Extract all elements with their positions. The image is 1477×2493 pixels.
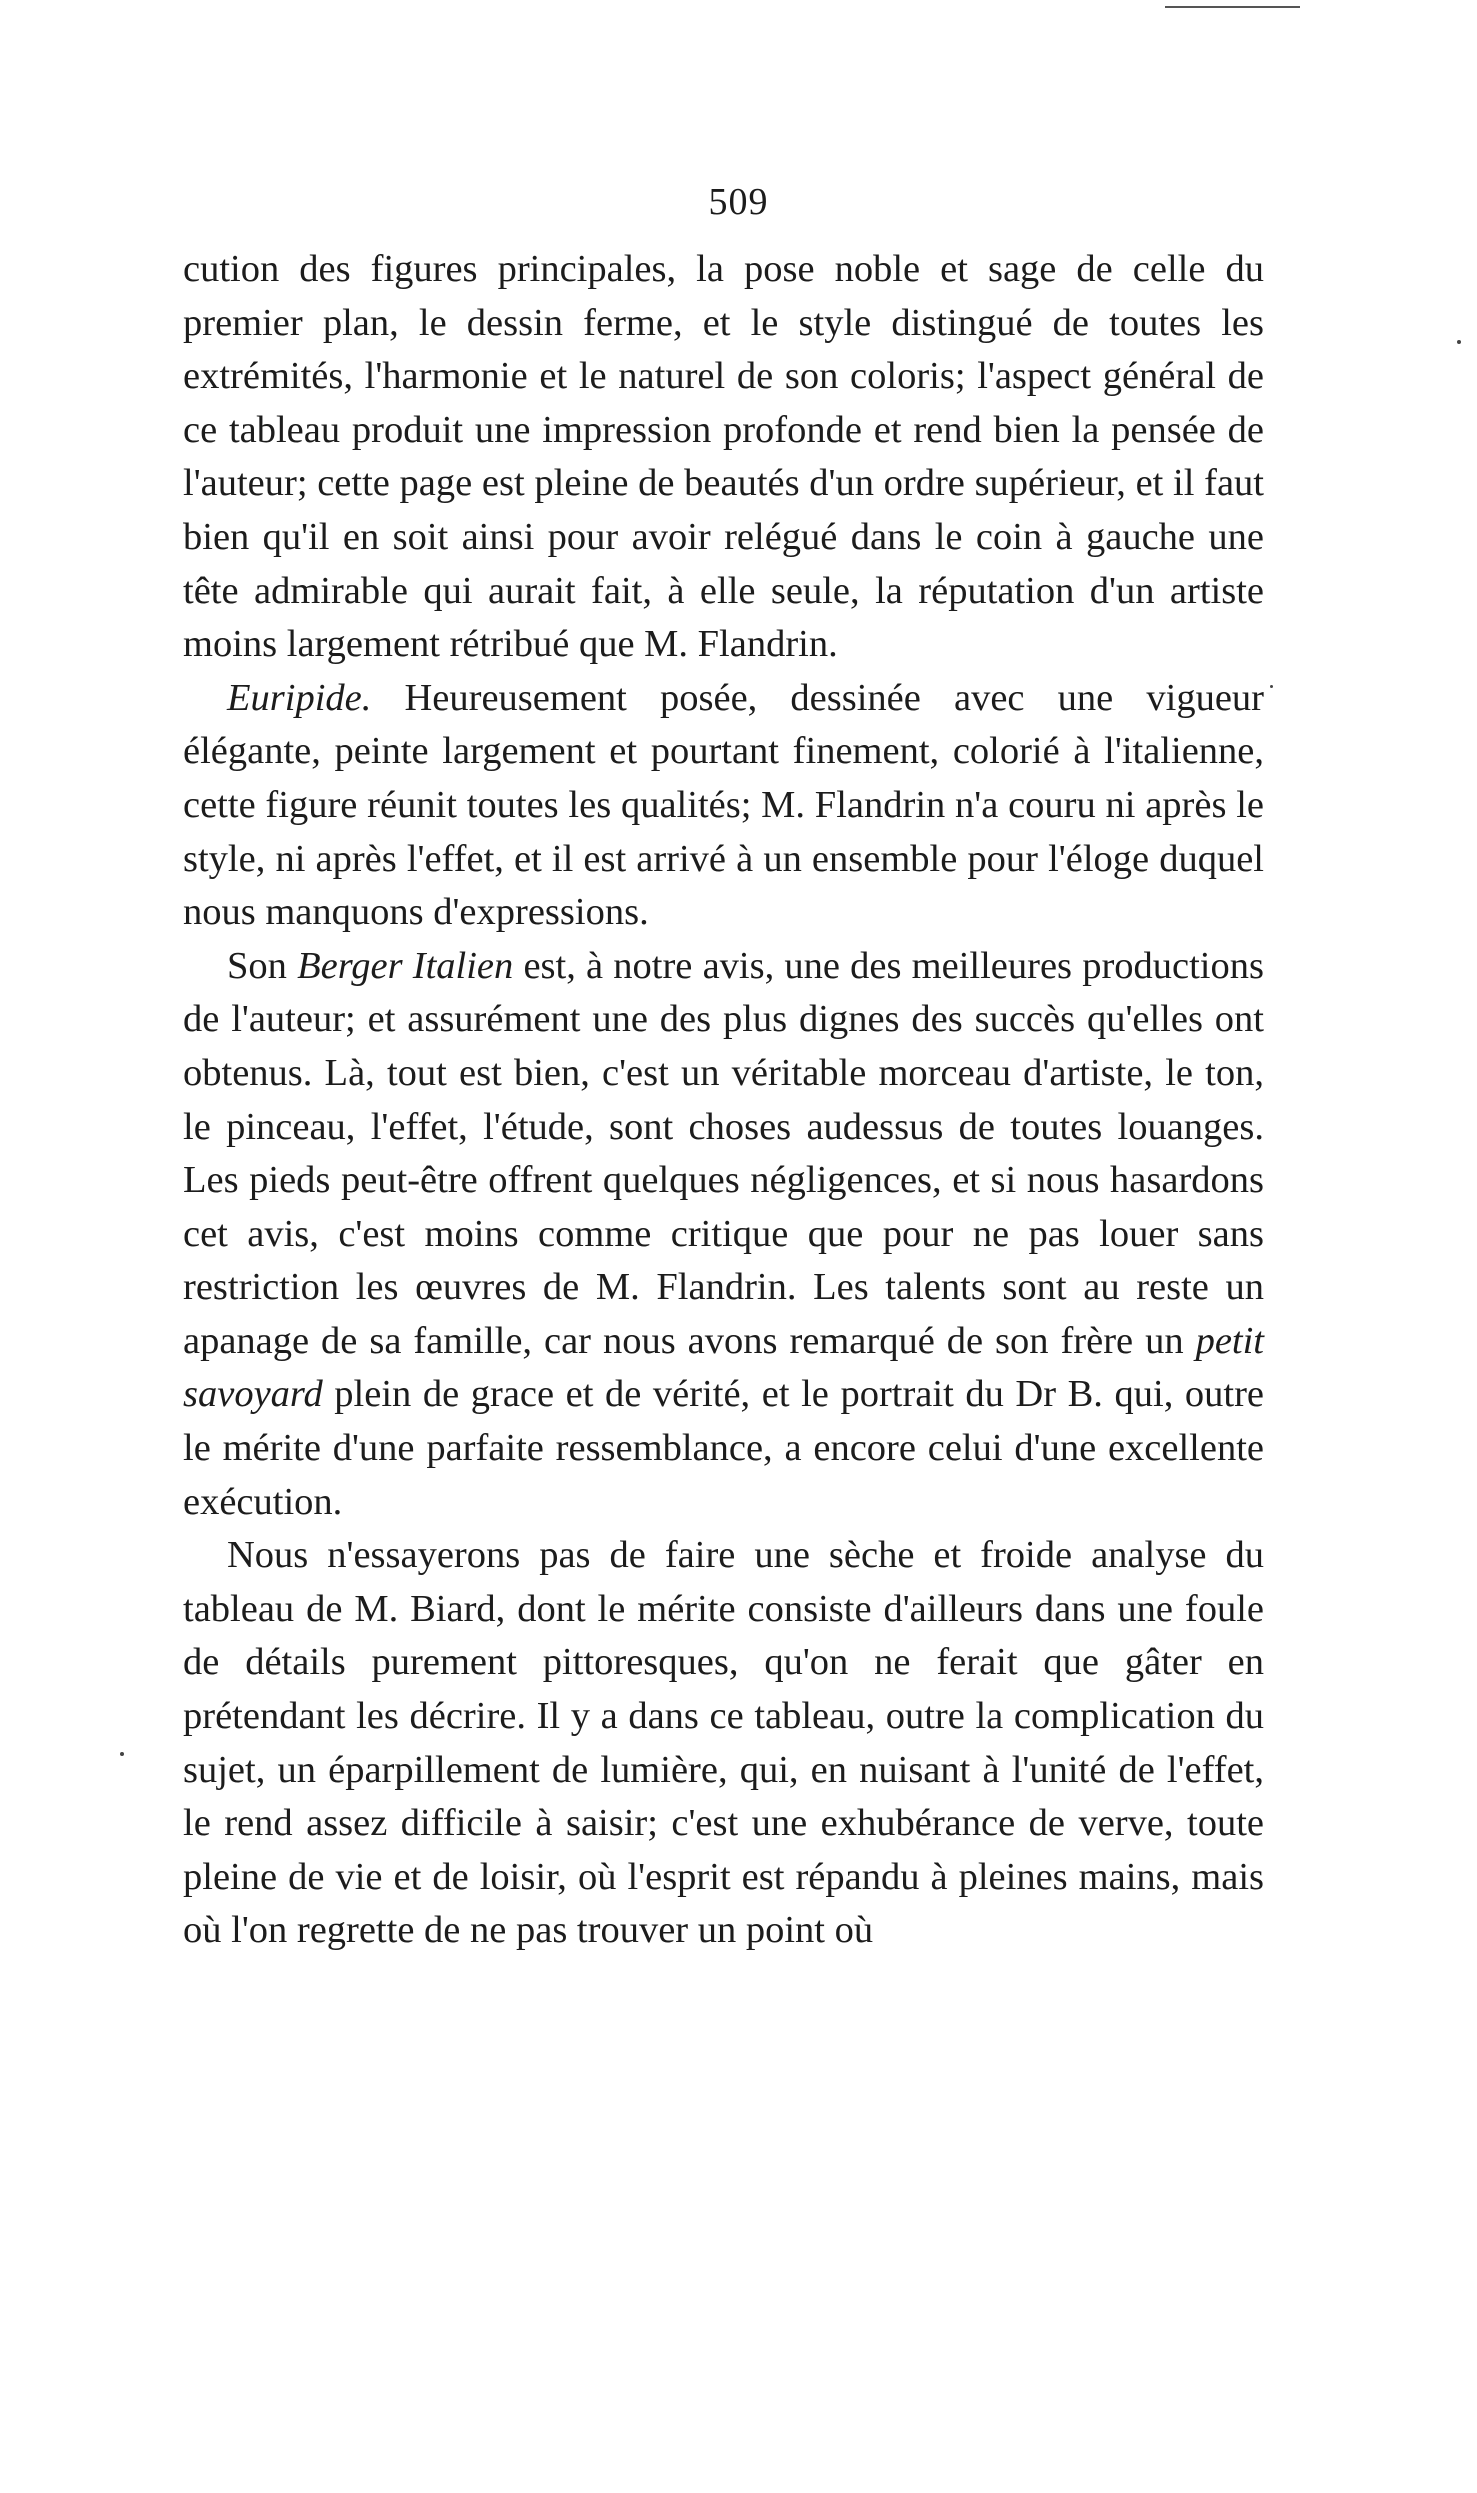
paper-speck (1457, 340, 1461, 344)
text-run: cution des figures principales, la pose noble et sage de celle du premier plan, le dessin ferme, et le style distingué de toutes les extrémités, l'harmonie et le naturel de son coloris; l'aspect général de ce tableau produit une impression profonde et rend bien la pensée de l'auteur; cette page est pleine de beautés d'un ordre supérieur, et il faut bien qu'il en soit ainsi pour avoir relégué dans le coin à gauche une tête admirable qui aurait fait, à elle seule, la réputation d'un artiste moins largement rétribué que M. Flandrin. (183, 248, 1264, 666)
paragraph (183, 243, 1264, 672)
text-run: Heureusement posée, dessinée avec une vigueur élégante, peinte largement et pourtant finement, colorié à l'italienne, cette figure réunit toutes les qualités; M. Flandrin n'a couru ni après le style, ni après l'effet, et il est arrivé à un ensemble pour l'éloge duquel nous manquons d'expressions. (183, 676, 1264, 934)
page-body (183, 243, 1264, 1958)
italic-title: Euripide. (227, 676, 372, 719)
page-number: 509 (708, 181, 769, 223)
text-run: plein de grace et de vérité, et le portrait du Dr B. qui, outre le mérite d'une parfaite ressemblance, a encore celui d'une excellente exécution. (183, 1373, 1264, 1523)
paragraph (183, 940, 1264, 1530)
italic-title: Berger Italien (297, 944, 514, 987)
top-edge-rule (1165, 6, 1300, 8)
paragraph (183, 1529, 1264, 1958)
paragraph (183, 672, 1264, 940)
text-run: Nous n'essayerons pas de faire une sèche et froide analyse du tableau de M. Biard, dont le mérite consiste d'ailleurs dans une foule de détails purement pittoresques, qu'on ne ferait que gâter en prétendant les décrire. Il y a dans ce tableau, outre la complication du sujet, un éparpillement de lumière, qui, en nuisant à l'unité de l'effet, le rend assez difficile à saisir; c'est une exhubérance de verve, toute pleine de vie et de loisir, où l'esprit est répandu à pleines mains, mais où l'on regrette de ne pas trouver un point où (183, 1534, 1264, 1952)
italic-title: petit savoyard (183, 1319, 1264, 1416)
text-run: Son (227, 944, 298, 987)
paper-speck (1270, 685, 1273, 688)
text-run: est, à notre avis, une des meilleures productions de l'auteur; et assurément une des plus dignes des succès qu'elles ont obtenus. Là, tout est bien, c'est un véritable morceau d'artiste, le ton, le pinceau, l'effet, l'étude, sont choses audessus de toutes louanges. Les pieds peut-être offrent quelques négligences, et si nous hasardons cet avis, c'est moins comme critique que pour ne pas louer sans restriction les œuvres de M. Flandrin. Les talents sont au reste un apanage de sa famille, car nous avons remarqué de son frère un (183, 944, 1264, 1362)
paper-speck (120, 1752, 124, 1756)
